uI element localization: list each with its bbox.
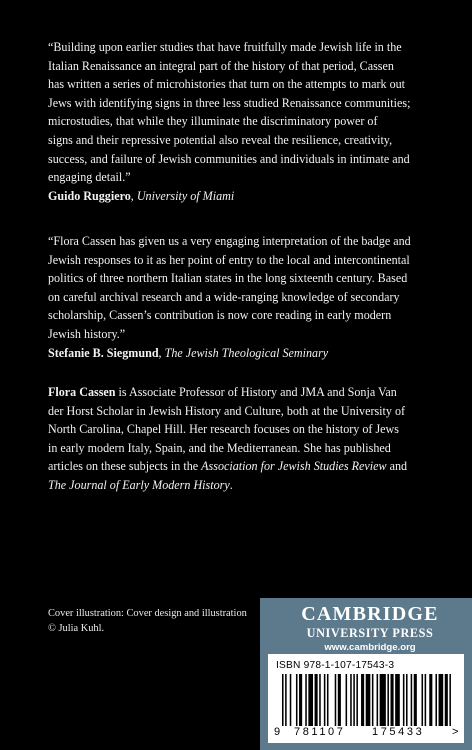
quote-affiliation: University of Miami: [136, 188, 235, 203]
barcode-bar: [411, 674, 413, 726]
quote-line: signs and their repressive potential also reveal the resilience, creativity,: [48, 132, 393, 147]
barcode-bars: [282, 674, 454, 730]
journal-title: Association for Jewish Studies Review: [201, 459, 387, 474]
barcode-bar: [338, 674, 341, 726]
barcode-bar: [335, 674, 337, 726]
barcode-bar: [406, 674, 408, 726]
journal-title: The Journal of Early Modern History: [48, 477, 230, 492]
barcode-digit-group: 781107: [294, 726, 346, 738]
barcode-bar: [377, 674, 379, 726]
quote-line: Jewish history.”: [48, 326, 126, 341]
quote-attribution: Guido Ruggiero, University of Miami: [48, 188, 235, 203]
barcode-bar: [356, 674, 358, 726]
barcode-bar: [353, 674, 355, 726]
quote-line: microstudies, that while they illuminate the discriminatory power of: [48, 114, 378, 129]
quote-line: Jewish responses to it as her point of entry to the local and intercontinental: [48, 252, 410, 267]
cover-credit: [48, 606, 248, 636]
barcode-digits: [272, 726, 462, 740]
barcode-bar: [282, 674, 284, 726]
barcode-bar: [315, 674, 318, 726]
quote-line: Jews with identifying signs in three less studied Renaissance communities;: [48, 95, 411, 110]
bio-line: der Horst Scholar in Jewish History and Culture, both at the University of: [48, 403, 406, 418]
bio-line: North Carolina, Chapel Hill. Her research focuses on the history of Jews: [48, 422, 399, 437]
barcode-digit-lead: 9: [274, 726, 281, 738]
quote-line: scholarship, Cassen’s contribution is now core reading in early modern: [48, 308, 392, 323]
barcode-bar: [439, 674, 444, 726]
barcode-bar: [319, 674, 321, 726]
bio-line: The Journal of Early Modern History.: [48, 477, 233, 492]
barcode-bar: [361, 674, 364, 726]
author-name: Flora Cassen: [48, 385, 116, 399]
isbn-text: ISBN 978-1-107-17543-3: [276, 660, 395, 671]
quote-line: “Flora Cassen has given us a very engaging interpretation of the badge and: [48, 234, 411, 248]
barcode-bar: [308, 674, 313, 726]
bio-line: articles on these subjects in the Association for Jewish Studies Review and: [48, 459, 408, 474]
barcode-bar: [350, 674, 352, 726]
barcode-bar: [366, 674, 371, 726]
cover-credit-line: © Julia Kuhl.: [48, 623, 105, 634]
barcode-bar: [296, 674, 298, 726]
quote-line: on careful archival research and a wide-ranging knowledge of secondary: [48, 289, 400, 304]
barcode-bar: [429, 674, 432, 726]
publisher-url: www.cambridge.org: [324, 642, 416, 653]
barcode-bar: [395, 674, 400, 726]
quote-affiliation: The Jewish Theological Seminary: [164, 345, 329, 360]
barcode-bar: [380, 674, 386, 726]
barcode-bar: [414, 674, 417, 726]
barcode-bar: [387, 674, 389, 726]
barcode-digit-group: 175433: [372, 726, 425, 738]
quote-line: engaging detail.”: [48, 170, 131, 185]
barcode-bar: [449, 674, 451, 726]
barcode-digit-end: >: [452, 726, 459, 738]
bio-line: Flora Cassen is Associate Professor of History and JMA and Sonja Van: [48, 385, 397, 399]
quote-line: politics of three northern Italian states in the long sixteenth century. Based: [48, 271, 408, 286]
quote-attribution: Stefanie B. Siegmund, The Jewish Theological Seminary: [48, 345, 329, 360]
barcode-bar: [391, 674, 394, 726]
quote-line: Italian Renaissance an integral part of the history of that period, Cassen: [48, 58, 394, 73]
barcode-bar: [435, 674, 437, 726]
barcode-bar: [305, 674, 307, 726]
barcode-bar: [422, 674, 424, 726]
barcode-bar: [372, 674, 374, 726]
barcode-bar: [425, 674, 427, 726]
author-bio: [48, 383, 440, 495]
barcode-bar: [403, 674, 405, 726]
cover-credit-line: Cover illustration: Cover design and illustration: [48, 608, 247, 619]
barcode-bar: [290, 674, 292, 726]
publisher-logo-press: UNIVERSITY PRESS: [306, 626, 434, 640]
quote-line: has written a series of microhistories that turn on the attempts to mark out: [48, 77, 406, 92]
barcode-bar: [299, 674, 302, 726]
quote-author: Stefanie B. Siegmund: [48, 345, 159, 360]
barcode-bar: [285, 674, 287, 726]
quote-line: success, and failure of Jewish communities and individuals in intimate and: [48, 151, 410, 166]
publisher-logo-name: CAMBRIDGE: [301, 603, 439, 625]
barcode-bar: [445, 674, 448, 726]
isbn-barcode: [268, 654, 464, 743]
barcode-bar: [346, 674, 348, 726]
endorsement-siegmund: [48, 232, 438, 362]
endorsement-ruggiero: [48, 38, 438, 205]
barcode-bar: [324, 674, 326, 726]
quote-line: “Building upon earlier studies that have fruitfully made Jewish life in the: [48, 40, 402, 54]
bio-line: in early modern Italy, Spain, and the Mediterranean. She has published: [48, 440, 391, 455]
barcode-bar: [327, 674, 329, 726]
quote-author: Guido Ruggiero: [48, 188, 131, 203]
